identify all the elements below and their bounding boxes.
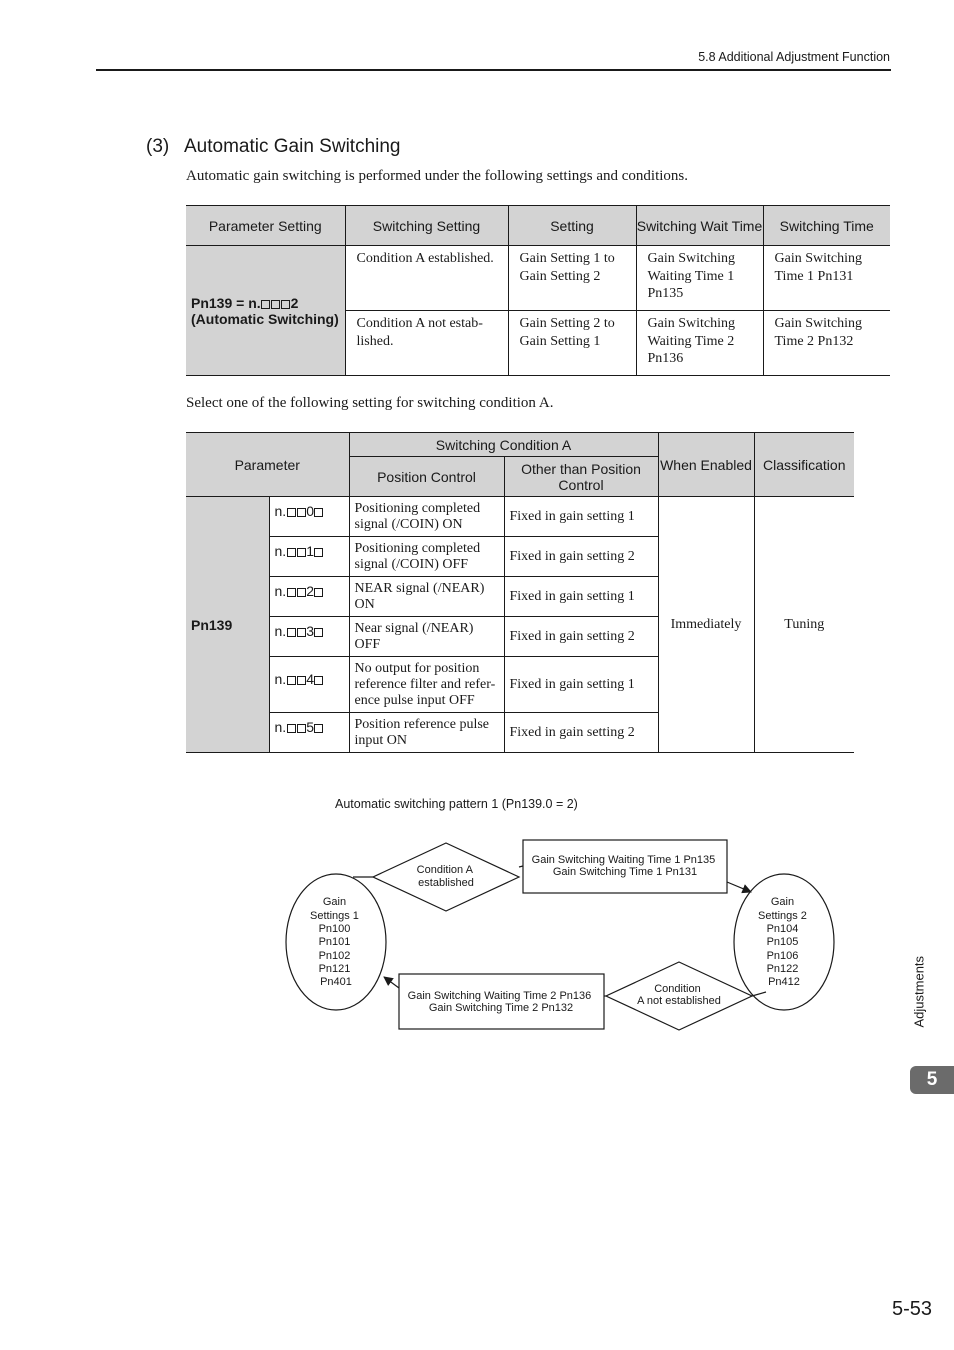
table-cell: NEAR signal (/NEAR) ON <box>349 577 504 617</box>
table-cell: Fixed in gain setting 2 <box>504 617 658 657</box>
chapter-tab: 5 <box>910 1066 954 1094</box>
condition-a-established-text: Condition A established <box>416 864 474 889</box>
code-prefix: n. <box>274 543 287 559</box>
switching-time-1-text: Gain Switching Waiting Time 1 Pn135 Gain Switching Time 1 Pn131 <box>531 854 716 878</box>
table-cell: Fixed in gain setting 1 <box>504 497 658 537</box>
arrow-to-gain-1 <box>384 977 399 988</box>
col-header-switching-time: Switching Time <box>763 206 890 246</box>
select-instruction: Select one of the following setting for switching condition A. <box>186 395 554 411</box>
header-section-title: 5.8 Additional Adjustment Function <box>698 50 890 64</box>
intro-paragraph: Automatic gain switching is performed under the following settings and conditions. <box>186 168 688 184</box>
table-cell: Gain Switching Time 2 Pn132 <box>763 311 890 376</box>
table-cell: Gain Setting 1 to Gain Setting 2 <box>508 246 636 311</box>
table-cell: No output for position reference filter and refer-ence pulse input OFF <box>349 657 504 713</box>
code-digit: 0 <box>306 503 314 519</box>
condition-a-not-established-text: Condition A not established <box>637 983 721 1007</box>
param-suffix: 2 <box>290 294 299 311</box>
table-cell: Fixed in gain setting 2 <box>504 713 658 753</box>
table-cell: Fixed in gain setting 1 <box>504 657 658 713</box>
col-header-parameter-setting: Parameter Setting <box>186 206 345 246</box>
col-header-switching-condition: Switching Condition A <box>349 433 658 457</box>
col-header-other-control: Other than Position Control <box>504 457 658 497</box>
chapter-side-label: Adjustments <box>911 955 927 1028</box>
diagram-title: Automatic switching pattern 1 (Pn139.0 = 2) <box>335 797 578 811</box>
arrow-to-gain-2 <box>727 882 751 892</box>
param-prefix: Pn139 = n. <box>191 294 261 311</box>
table-cell: Condition A not estab-lished. <box>345 311 508 376</box>
code-prefix: n. <box>274 503 287 519</box>
col-header-parameter: Parameter <box>186 433 349 497</box>
page-number: 5-53 <box>891 1298 932 1320</box>
code-digit: 3 <box>306 623 314 639</box>
table-cell: Positioning completed signal (/COIN) OFF <box>349 537 504 577</box>
code-prefix: n. <box>274 623 287 639</box>
table-cell: Gain Setting 2 to Gain Setting 1 <box>508 311 636 376</box>
table-cell: Gain Switching Waiting Time 1 Pn135 <box>636 246 763 311</box>
table-cell: Condition A established. <box>345 246 508 311</box>
table-cell: Near signal (/NEAR) OFF <box>349 617 504 657</box>
code-prefix: n. <box>274 583 287 599</box>
code-prefix: n. <box>274 719 287 735</box>
col-header-switching-setting: Switching Setting <box>345 206 508 246</box>
gain-settings-1-text: Gain Settings 1 Pn100 Pn101 Pn102 Pn121 Pn401 <box>310 896 359 988</box>
table-cell: Gain Switching Time 1 Pn131 <box>763 246 890 311</box>
code-digit: 1 <box>306 543 314 559</box>
code-digit: 2 <box>306 583 314 599</box>
classification-value: Tuning <box>754 497 854 753</box>
code-prefix: n. <box>274 671 287 687</box>
gain-settings-2-text: Gain Settings 2 Pn104 Pn105 Pn106 Pn122 Pn412 <box>758 896 807 988</box>
switching-time-2-text: Gain Switching Waiting Time 2 Pn136 Gain Switching Time 2 Pn132 <box>407 990 592 1014</box>
code-digit: 5 <box>306 719 314 735</box>
when-enabled-value: Immediately <box>658 497 754 753</box>
param-mode: (Automatic Switching) <box>191 310 339 327</box>
col-header-setting: Setting <box>508 206 636 246</box>
table-cell: Position reference pulse input ON <box>349 713 504 753</box>
table-cell: Positioning completed signal (/COIN) ON <box>349 497 504 537</box>
table-cell: Gain Switching Waiting Time 2 Pn136 <box>636 311 763 376</box>
code-digit: 4 <box>306 671 314 687</box>
col-header-switching-wait-time: Switching Wait Time <box>636 206 763 246</box>
col-header-classification: Classification <box>754 433 854 497</box>
col-header-position-control: Position Control <box>349 457 504 497</box>
param-pn139: Pn139 <box>186 497 269 753</box>
table-cell: Fixed in gain setting 2 <box>504 537 658 577</box>
col-header-when-enabled: When Enabled <box>658 433 754 497</box>
section-title: (3) Automatic Gain Switching <box>146 136 401 157</box>
table-cell: Fixed in gain setting 1 <box>504 577 658 617</box>
